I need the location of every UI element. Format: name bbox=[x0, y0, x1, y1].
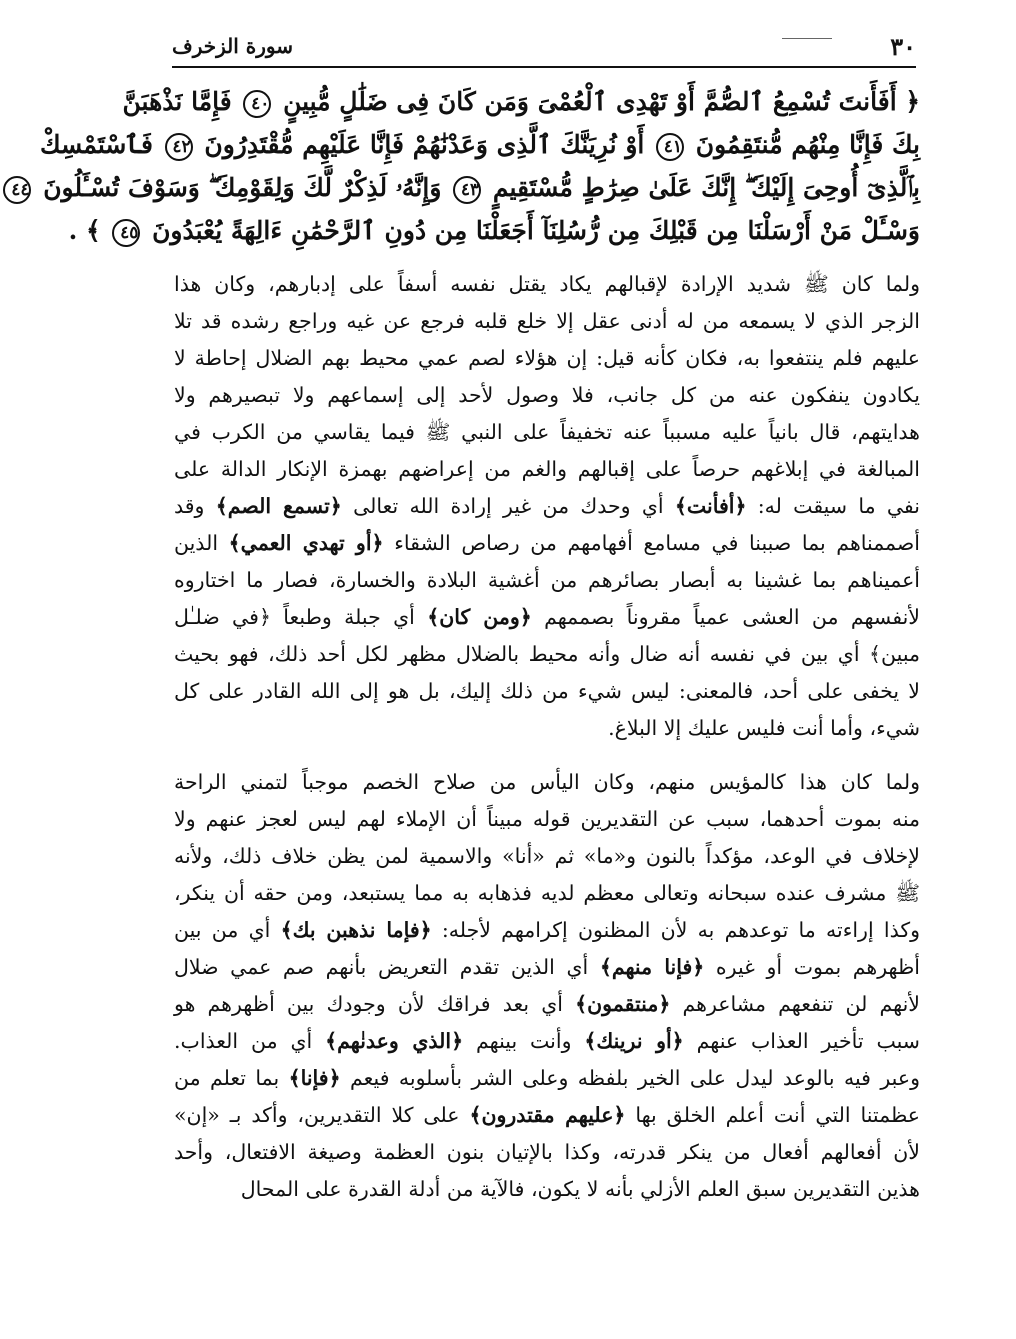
quoted-verse-phrase: ﴿الذي وعدنٰهم﴾ bbox=[325, 1029, 464, 1053]
commentary-line: عظمتنا التي أنت أعلم الخلق بها ﴿عليهم مقتدرون﴾ على كلا التقديرين، وأكد بـ «إن» bbox=[174, 1103, 921, 1127]
commentary-line: وعبر فيه بالوعد ليدل على الخير بلفظه وعلى الشر بأسلوبه فيعم ﴿فإنا﴾ بما تعلم من bbox=[174, 1066, 920, 1090]
commentary-line: لأن أفعالهم أفعال من ينكر قدرته، وكذا بالإتيان بنون العظمة وصيغة الافتعال، وأحد bbox=[174, 1140, 920, 1164]
commentary-line: شيء، وأما أنت فليس عليك إلا البلاغ. bbox=[608, 716, 920, 740]
quoted-verse-phrase: ﴿أفأنت﴾ bbox=[674, 494, 747, 518]
commentary-line: لإخلاف في الوعد، مؤكداً بالنون و«ما» ثم «أنا» والاسمية لمن يظن خلاف ذلك، ولأنه bbox=[174, 844, 920, 868]
commentary-line: الزجر الذي لا يسمعه من له أدنى عقل إلا خلع قلبه فرجع عن غيه وراجع رشده قد تلا bbox=[174, 309, 920, 333]
commentary-line: أعميناهم بما غشينا به أبصار بصائرهم من أغشية البلادة والخسارة، فصار ما اختاروه bbox=[174, 568, 920, 592]
quoted-verse-phrase: ﴿فإما نذهبن بك﴾ bbox=[280, 918, 432, 942]
commentary-text bbox=[174, 266, 920, 1208]
commentary-line: لا يخفى على أحد، فالمعنى: ليس شيء من ذلك إليك، بل هو إلى الله القادر على كل bbox=[174, 679, 920, 703]
verse-text: بِكَ فَإِنَّا مِنْهُم مُّنتَقِمُونَ bbox=[687, 130, 920, 159]
quoted-verse-phrase: ﴿ومن كان﴾ bbox=[427, 605, 532, 629]
commentary-line: أظهرهم بموت أو غيره ﴿فإنا منهم﴾ أي الذين تقدم التعريض بأنهم صم عمي ضلال bbox=[174, 955, 920, 979]
commentary-line: عليهم فلم ينتفعوا به، فكان كأنه قيل: إن هؤلاء لصم عمي محيط بهم الضلال إحاطة لا bbox=[174, 346, 920, 370]
quoted-verse-phrase: ﴿تسمع الصم﴾ bbox=[215, 494, 342, 518]
commentary-line: منه بموت أحدهما، سبب عن التقديرين قوله مبيناً أن الإملاء لهم ليس لعجز عنهم ولا bbox=[174, 807, 920, 831]
verse-text: وَإِنَّهُۥ لَذِكْرٌ لَّكَ وَلِقَوْمِكَ ۖ وَسَوْفَ تُسْـَٔلُونَ bbox=[34, 173, 451, 202]
quran-line bbox=[11, 166, 920, 209]
commentary-line: يكادون ينفكون عنه من كل جانب، فلا وصول لأحد إلى إسماعهم ولا تبصيرهم ولا bbox=[174, 383, 920, 407]
page-number: ٣٠ bbox=[890, 32, 916, 61]
verse-text: فَإِمَّا نَذْهَبَنَّ bbox=[122, 87, 241, 116]
commentary-line: أصممناهم بما صببنا في مسامع أفهامهم من رصاص الشقاء ﴿أو تهدي العمي﴾ الذين bbox=[174, 531, 921, 555]
quoted-verse-phrase: ﴿فإنا﴾ bbox=[288, 1066, 341, 1090]
quran-line bbox=[68, 209, 920, 252]
commentary-line: نفي ما سيقت له: ﴿أفأنت﴾ أي وحدك من غير إرادة الله تعالى ﴿تسمع الصم﴾ وقد bbox=[174, 494, 920, 518]
verse-number-marker: ٤٠ bbox=[243, 90, 271, 118]
commentary-paragraph bbox=[174, 764, 920, 1208]
commentary-line: ولما كان هذا كالمؤيس منهم، وكان اليأس من صلاح الخصم موجباً لتمني الراحة bbox=[174, 770, 920, 794]
verse-text: أَوْ نُرِيَنَّكَ ٱلَّذِى وَعَدْنَٰهُمْ فَإِنَّا عَلَيْهِم مُّقْتَدِرُونَ bbox=[195, 130, 654, 159]
verse-text: ﴾ . bbox=[68, 216, 110, 245]
paragraph-gap bbox=[174, 747, 920, 764]
verse-text: بِٱلَّذِىٓ أُوحِىَ إِلَيْكَ ۖ إِنَّكَ عَلَىٰ صِرَٰطٍ مُّسْتَقِيمٍ bbox=[484, 173, 920, 202]
quoted-verse-phrase: ﴿منتقمون﴾ bbox=[575, 992, 671, 1016]
commentary-line: وكذا إراءته ما توعدهم به لأن المظنون إكرامهم لأجله: ﴿فإما نذهبن بك﴾ أي من بين bbox=[174, 918, 921, 942]
commentary-line: المبالغة في إبلاغهم حرصاً على إقبالهم والغم من إعراضهم بهمزة الإنكار الدالة على bbox=[174, 457, 920, 481]
quoted-verse-phrase: ﴿أو تهدي العمي﴾ bbox=[228, 531, 384, 555]
quran-line bbox=[40, 123, 920, 166]
commentary-line: ولما كان ﷺ شديد الإرادة لإقبالهم يكاد يقتل نفسه أسفاً على إدبارهم، وكان هذا bbox=[174, 272, 921, 296]
page-header bbox=[172, 30, 916, 68]
verse-number-marker: ٤١ bbox=[656, 133, 684, 161]
commentary-line: هدايتهم، قال بانياً عليه مسبباً عنه تخفيفاً على النبي ﷺ فيما يقاسي من الكرب في bbox=[174, 420, 920, 444]
header-divider bbox=[172, 66, 916, 68]
verse-text: فَٱسْتَمْسِكْ bbox=[40, 130, 162, 159]
commentary-paragraph bbox=[174, 266, 920, 747]
book-page bbox=[11, 0, 1016, 1339]
quoted-verse-phrase: ﴿عليهم مقتدرون﴾ bbox=[469, 1103, 626, 1127]
commentary-line: مبين﴾ أي بين في نفسه أنه ضال وأنه محيط بالضلال مظهر لكل أحد ذلك، فهو بحيث bbox=[174, 642, 920, 666]
surah-name: سورة الزخرف bbox=[172, 34, 294, 58]
verse-number-marker: ٤٣ bbox=[453, 176, 481, 204]
header-mark bbox=[782, 38, 832, 39]
commentary-line: هذين التقديرين سبق العلم الأزلي بأنه لا يكون، فالآية من أدلة القدرة على المحال bbox=[240, 1177, 920, 1201]
quoted-verse-phrase: ﴿أو نرينك﴾ bbox=[584, 1029, 684, 1053]
commentary-line: لأنهم لن تنفعهم مشاعرهم ﴿منتقمون﴾ أي بعد فراقك لأن وجودك بين أظهرهم هو bbox=[174, 992, 920, 1016]
verse-text: وَسْـَٔلْ مَنْ أَرْسَلْنَا مِن قَبْلِكَ مِن رُّسُلِنَآ أَجَعَلْنَا مِن دُونِ ٱلرَّحْمَٰنِ ءَالِهَةً يُعْبَدُونَ bbox=[143, 216, 920, 245]
commentary-line: لأنفسهم من العشى عمياً مقروناً بصممهم ﴿ومن كان﴾ أي جبلة وطبعاً ﴿في ضلـٰل bbox=[174, 605, 920, 629]
quoted-verse-phrase: ﴿فإنا منهم﴾ bbox=[599, 955, 705, 979]
quran-line bbox=[122, 80, 920, 123]
commentary-line: ﷺ مشرف عنده سبحانه وتعالى معظم لديه فذهابه به مما يستبعد، ومن حقه أن ينكر، bbox=[174, 881, 920, 905]
commentary-line: سبب تأخير العذاب عنهم ﴿أو نرينك﴾ وأنت بينهم ﴿الذي وعدنٰهم﴾ أي من العذاب. bbox=[174, 1029, 920, 1053]
verse-number-marker: ٤٢ bbox=[165, 133, 193, 161]
verse-text: ﴿ أَفَأَنتَ تُسْمِعُ ٱلصُّمَّ أَوْ تَهْدِى ٱلْعُمْىَ وَمَن كَانَ فِى ضَلَٰلٍ مُّبِينٍ bbox=[274, 87, 920, 116]
verse-number-marker: ٤٥ bbox=[112, 219, 140, 247]
verse-number-marker: ٤٤ bbox=[3, 176, 31, 204]
quran-verses bbox=[11, 80, 920, 252]
